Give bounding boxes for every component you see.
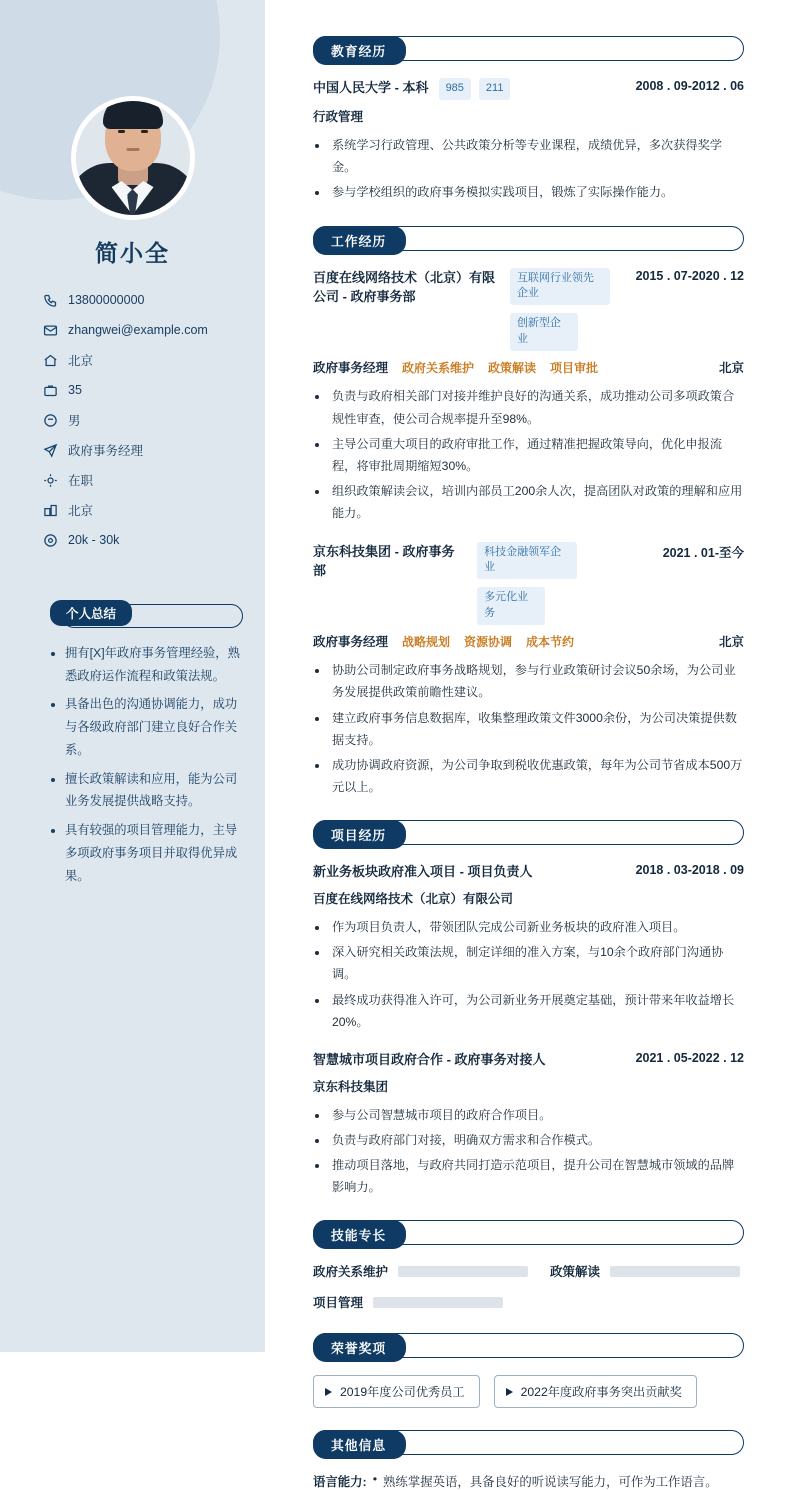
- entry-location: 北京: [718, 635, 744, 650]
- list-item: • 具有较强的项目管理能力，主导多项政府事务项目并取得优异成果。: [65, 819, 243, 887]
- tag: 科技金融领军企业: [477, 542, 577, 580]
- entry-date: 2021 . 05-2022 . 12: [635, 1051, 744, 1065]
- section-header: [313, 226, 744, 252]
- section-title: 其他信息: [313, 1430, 406, 1459]
- tag-list: [510, 268, 626, 352]
- honor-list: [313, 1375, 744, 1408]
- list-item: • 负责与政府相关部门对接并维护良好的沟通关系，成功推动公司多项政策合规性审查，使公司合规率提升至98%。: [329, 385, 744, 429]
- contact-value: 北京: [68, 354, 94, 368]
- section-honors: [313, 1333, 744, 1408]
- skill-bar: [373, 1297, 503, 1308]
- sidebar: [0, 0, 265, 1352]
- tag-list: [477, 542, 653, 626]
- list-item: • 作为项目负责人，带领团队完成公司新业务板块的政府准入项目。: [329, 916, 744, 938]
- section-title: 项目经历: [313, 820, 406, 849]
- main-content: [265, 0, 794, 1490]
- entry-title: 新业务板块政府准入项目 - 项目负责人: [313, 864, 533, 880]
- list-item: • 系统学习行政管理、公共政策分析等专业课程，成绩优异，多次获得奖学金。: [329, 134, 744, 178]
- entry-date: 2015 . 07-2020 . 12: [635, 268, 744, 283]
- section-skills: [313, 1220, 744, 1311]
- entry-role: 政府事务经理: [313, 635, 389, 650]
- summary-section: [50, 600, 243, 893]
- entry-date: 2018 . 03-2018 . 09: [635, 863, 744, 878]
- entry-role: 政府事务经理: [313, 361, 389, 376]
- entry-bullets: [329, 134, 744, 204]
- project-entry: [313, 1050, 744, 1198]
- list-item: • 成功协调政府资源，为公司争取到税收优惠政策，每年为公司节省成本500万元以上。: [329, 754, 744, 798]
- section-header: [313, 1220, 744, 1246]
- skill-row: [313, 1262, 744, 1280]
- section-work: [313, 226, 744, 799]
- entry-subtitle: 京东科技集团: [313, 1079, 389, 1094]
- keyword: 政府关系维护: [402, 360, 475, 375]
- status-icon: [42, 472, 59, 489]
- section-header: [313, 36, 744, 62]
- summary-list: [50, 642, 243, 887]
- contact-row-age: [42, 375, 245, 405]
- contact-row-target-job: [42, 435, 245, 465]
- contact-row-status: [42, 465, 245, 495]
- skill-label: 政策解读: [550, 1265, 601, 1280]
- contact-row-work-city: [42, 495, 245, 525]
- section-header: [313, 1333, 744, 1359]
- list-item: • 组织政策解读会议，培训内部员工200余人次，提高团队对政策的理解和应用能力。: [329, 480, 744, 524]
- section-projects: [313, 820, 744, 1198]
- entry-title: 百度在线网络技术（北京）有限公司 - 政府事务部: [313, 269, 496, 305]
- skill-label: 项目管理: [313, 1296, 364, 1311]
- honor-item: [313, 1375, 480, 1408]
- target-icon: [42, 442, 59, 459]
- section-education: [313, 36, 744, 204]
- section-title: 工作经历: [313, 226, 406, 255]
- keyword: 政策解读: [488, 360, 537, 375]
- honor-item: [494, 1375, 697, 1408]
- tag: 互联网行业领先企业: [510, 268, 610, 306]
- keyword: 资源协调: [464, 634, 513, 649]
- skill-bar: [398, 1266, 528, 1277]
- contact-value: 13800000000: [68, 293, 145, 307]
- contact-value: 政府事务经理: [68, 444, 144, 458]
- contact-value: 在职: [68, 474, 94, 488]
- contact-row-gender: [42, 405, 245, 435]
- contact-row-city: [42, 345, 245, 375]
- keyword: 成本节约: [526, 634, 575, 649]
- entry-bullets: [329, 659, 744, 798]
- section-header: [313, 1430, 744, 1456]
- list-item: • 具备出色的沟通协调能力，成功与各级政府部门建立良好合作关系。: [65, 693, 243, 761]
- play-triangle-icon: [506, 1388, 513, 1396]
- entry-date: 2021 . 01-至今: [662, 545, 744, 560]
- contact-list: [42, 285, 245, 555]
- contact-row-salary: [42, 525, 245, 555]
- entry-subtitle: 行政管理: [313, 109, 364, 124]
- work-entry: [313, 268, 744, 525]
- section-other: [313, 1430, 744, 1490]
- list-item: • 主导公司重大项目的政府审批工作，通过精准把握政策导向，优化申报流程，将审批周期缩短30%。: [329, 433, 744, 477]
- phone-icon: [42, 292, 59, 309]
- salary-icon: [42, 532, 59, 549]
- contact-value: zhangwei@example.com: [68, 323, 208, 337]
- avatar-photo: [76, 101, 190, 215]
- entry-bullets: [329, 385, 744, 524]
- list-item: • 参与学校组织的政府事务模拟实践项目，锻炼了实际操作能力。: [329, 181, 744, 203]
- mail-icon: [42, 322, 59, 339]
- list-item: • 拥有[X]年政府事务管理经验，熟悉政府运作流程和政策法规。: [65, 642, 243, 687]
- other-text: 熟练掌握英语，具备良好的听说读写能力，可作为工作语言。: [383, 1475, 718, 1490]
- tag: 多元化业务: [477, 587, 545, 625]
- entry-bullets: [329, 1104, 744, 1199]
- project-entry: [313, 862, 744, 1033]
- entry-location: 北京: [718, 361, 744, 376]
- section-title: 荣誉奖项: [313, 1333, 406, 1362]
- list-item: • 擅长政策解读和应用，能为公司业务发展提供战略支持。: [65, 768, 243, 813]
- skill-bar: [610, 1266, 740, 1277]
- list-item: • 协助公司制定政府事务战略规划，参与行业政策研讨会议50余场，为公司业务发展提供政策前瞻性建议。: [329, 659, 744, 703]
- other-label: 语言能力:: [313, 1475, 367, 1490]
- section-title: 技能专长: [313, 1220, 406, 1249]
- city-icon: [42, 502, 59, 519]
- keyword: 战略规划: [402, 634, 451, 649]
- tag-list: [439, 78, 626, 100]
- list-item: • 参与公司智慧城市项目的政府合作项目。: [329, 1104, 744, 1126]
- other-info-row: [313, 1472, 744, 1490]
- list-item: • 深入研究相关政策法规，制定详细的准入方案，与10余个政府部门沟通协调。: [329, 941, 744, 985]
- tag: 985: [439, 78, 471, 100]
- section-title: 教育经历: [313, 36, 406, 65]
- entry-date: 2008 . 09-2012 . 06: [635, 79, 744, 93]
- list-item: • 负责与政府部门对接，明确双方需求和合作模式。: [329, 1129, 744, 1151]
- contact-value: 20k - 30k: [68, 533, 120, 547]
- bullet-marker: •: [372, 1472, 378, 1487]
- summary-title: 个人总结: [50, 600, 132, 626]
- play-triangle-icon: [325, 1388, 332, 1396]
- contact-value: 35: [68, 383, 82, 397]
- gender-icon: [42, 412, 59, 429]
- contact-value: 男: [68, 414, 81, 428]
- tag: 211: [479, 78, 511, 100]
- briefcase-icon: [42, 382, 59, 399]
- entry-bullets: [329, 916, 744, 1033]
- contact-row-email: [42, 315, 245, 345]
- skill-row: [313, 1293, 744, 1311]
- honor-label: 2022年度政府事务突出贡献奖: [520, 1385, 682, 1400]
- entry-title: 智慧城市项目政府合作 - 政府事务对接人: [313, 1052, 546, 1067]
- skill-label: 政府关系维护: [313, 1265, 389, 1280]
- list-item: • 推动项目落地，与政府共同打造示范项目，提升公司在智慧城市领域的品牌影响力。: [329, 1154, 744, 1198]
- home-icon: [42, 352, 59, 369]
- work-entry: [313, 542, 744, 799]
- entry-title: 京东科技集团 - 政府事务部: [313, 543, 455, 579]
- entry-title: 中国人民大学 - 本科: [313, 80, 429, 95]
- page-title: 简小全: [95, 240, 170, 266]
- avatar: [71, 96, 195, 220]
- honor-label: 2019年度公司优秀员工: [340, 1385, 465, 1400]
- contact-value: 北京: [68, 504, 94, 518]
- contact-row-phone: [42, 285, 245, 315]
- tag: 创新型企业: [510, 313, 578, 351]
- entry-subtitle: 百度在线网络技术（北京）有限公司: [313, 891, 514, 906]
- list-item: • 建立政府事务信息数据库，收集整理政策文件3000余份，为公司决策提供数据支持。: [329, 707, 744, 751]
- keyword: 项目审批: [550, 360, 599, 375]
- education-entry: [313, 78, 744, 204]
- section-header: [313, 820, 744, 846]
- list-item: • 最终成功获得准入许可，为公司新业务开展奠定基础，预计带来年收益增长20%。: [329, 989, 744, 1033]
